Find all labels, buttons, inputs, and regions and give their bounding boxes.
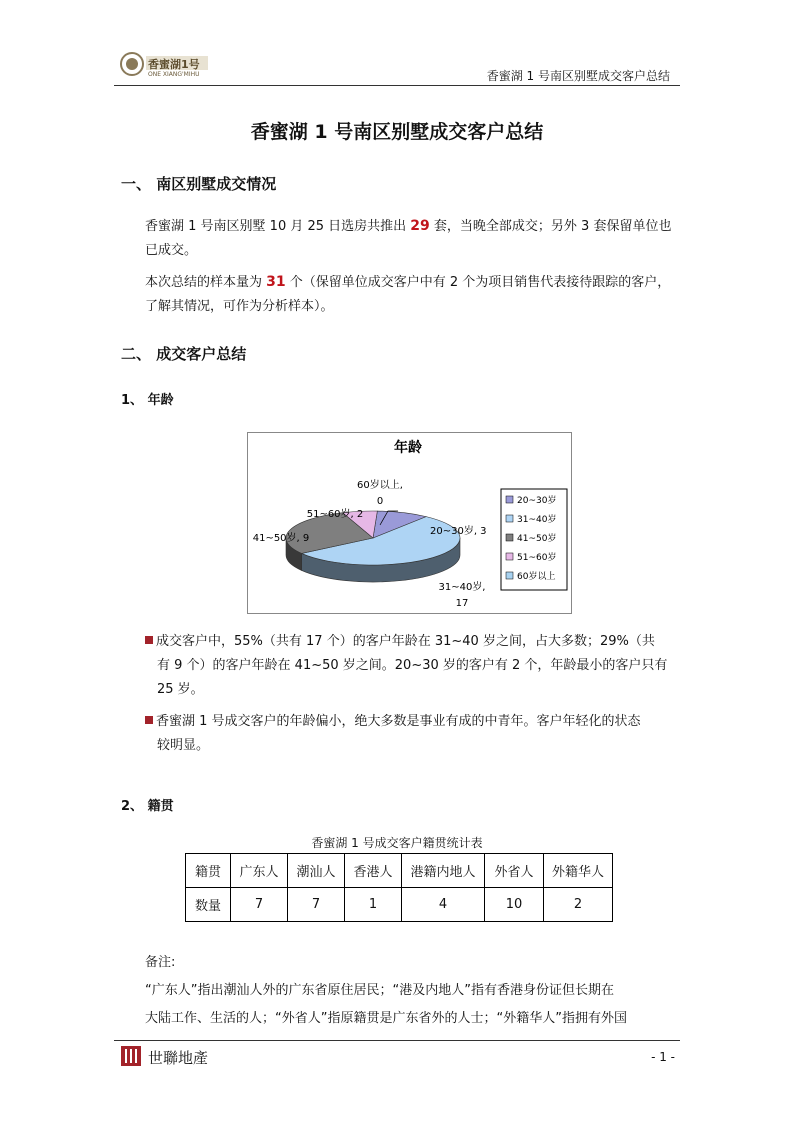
bullet-age-line-1: 成交客户中，55%（共有 17 个）的客户年龄在 31~40 岁之间，占大多数；29%（共 [156, 634, 655, 649]
bullet-conclusion-line-1: 香蜜湖 1 号成交客户的年龄偏小，绝大多数是事业有成的中青年。客户年轻化的状态 [156, 714, 641, 729]
page-number: - 1 - [651, 1050, 675, 1064]
notes-line-2: 大陆工作、生活的人；“外省人”指原籍贯是广东省外的人士；“外籍华人”指拥有外国 [145, 1011, 627, 1026]
document-title: 香蜜湖 1 号南区别墅成交客户总结 [250, 121, 544, 143]
legend-label: 20~30岁 [517, 496, 557, 506]
pie-data-label: 60岁以上, 0 [357, 480, 403, 507]
paragraph-sales [145, 214, 675, 263]
table-cell: 1 [345, 888, 402, 922]
company-name: 世聯地產 [148, 1049, 209, 1067]
age-pie-chart [247, 432, 572, 614]
table-cell: 10 [485, 888, 544, 922]
company-logo-icon [120, 1045, 142, 1067]
subheading-age: 1、 年龄 [121, 393, 174, 408]
pie-data-label: 51~60岁, 2 [306, 509, 364, 520]
section-heading-1: 一、 南区别墅成交情况 [121, 175, 277, 193]
running-header: 香蜜湖 1 号南区别墅成交客户总结 [486, 69, 670, 83]
logo-subtext: ONE XIANG'MIHU [148, 71, 200, 78]
table-cell: 数量 [186, 888, 231, 922]
table-cell: 籍贯 [186, 854, 231, 888]
legend-label: 41~50岁 [517, 534, 557, 544]
paragraph-sample-text-a: 本次总结的样本量为 [145, 275, 267, 290]
bullet-age-line-3: 25 岁。 [157, 682, 204, 697]
logo-text: 香蜜湖1号 [148, 58, 200, 71]
units-count: 29 [410, 218, 430, 234]
pie-data-label: 41~50岁, 9 [252, 533, 310, 544]
paragraph-sales-text-a: 香蜜湖 1 号南区别墅 10 月 25 日选房共推出 [145, 219, 411, 234]
header-divider [114, 85, 680, 86]
pie-data-label: 20~30岁, 3 [430, 526, 487, 537]
table-cell: 7 [231, 888, 288, 922]
company-logo [120, 1045, 220, 1067]
table-cell: 外籍华人 [544, 854, 613, 888]
table-cell: 港籍内地人 [402, 854, 485, 888]
section-heading-2: 二、 成交客户总结 [121, 345, 247, 363]
legend-label: 51~60岁 [517, 553, 557, 563]
notes-label: 备注: [145, 955, 176, 970]
paragraph-sales-text-b: 套，当晚全部成交；另外 3 套保留单位也已成交。 [145, 219, 672, 258]
sample-count: 31 [266, 274, 286, 290]
pie-data-label: 31~40岁, 17 [438, 582, 486, 609]
legend-swatch [506, 553, 513, 560]
legend-swatch [506, 496, 513, 503]
paragraph-sample [145, 270, 675, 319]
age-pie-svg [248, 433, 571, 613]
legend-swatch [506, 515, 513, 522]
table-cell: 香港人 [345, 854, 402, 888]
table-caption: 香蜜湖 1 号成交客户籍贯统计表 [311, 836, 483, 850]
bullet-age-distribution [145, 630, 675, 702]
paragraph-sample-text-b: 个（保留单位成交客户中有 2 个为项目销售代表接待跟踪的客户，了解其情况，可作为分析样本）。 [145, 275, 671, 314]
table-cell: 4 [402, 888, 485, 922]
notes-line-1: “广东人”指出潮汕人外的广东省原住居民；“港及内地人”指有香港身份证但长期在 [145, 983, 614, 998]
bullet-conclusion-line-2: 较明显。 [157, 738, 210, 753]
table-row [186, 888, 613, 922]
table-cell: 潮汕人 [288, 854, 345, 888]
legend-swatch [506, 534, 513, 541]
legend-label: 60岁以上 [517, 572, 556, 582]
project-logo [114, 40, 214, 84]
table-cell: 外省人 [485, 854, 544, 888]
table-header-row [186, 854, 613, 888]
table-cell: 7 [288, 888, 345, 922]
bullet-age-line-2: 有 9 个）的客户年龄在 41~50 岁之间。20~30 岁的客户有 2 个，年龄最小的客户只有 [157, 658, 668, 673]
table-cell: 2 [544, 888, 613, 922]
legend-swatch [506, 572, 513, 579]
chart-title: 年龄 [394, 440, 422, 456]
bullet-marker [145, 636, 153, 644]
origin-table [185, 853, 613, 922]
table-cell: 广东人 [231, 854, 288, 888]
bullet-age-conclusion [145, 710, 675, 758]
legend-label: 31~40岁 [517, 515, 557, 525]
footer-divider [114, 1040, 680, 1041]
subheading-origin: 2、 籍贯 [121, 799, 174, 814]
bullet-marker [145, 716, 153, 724]
